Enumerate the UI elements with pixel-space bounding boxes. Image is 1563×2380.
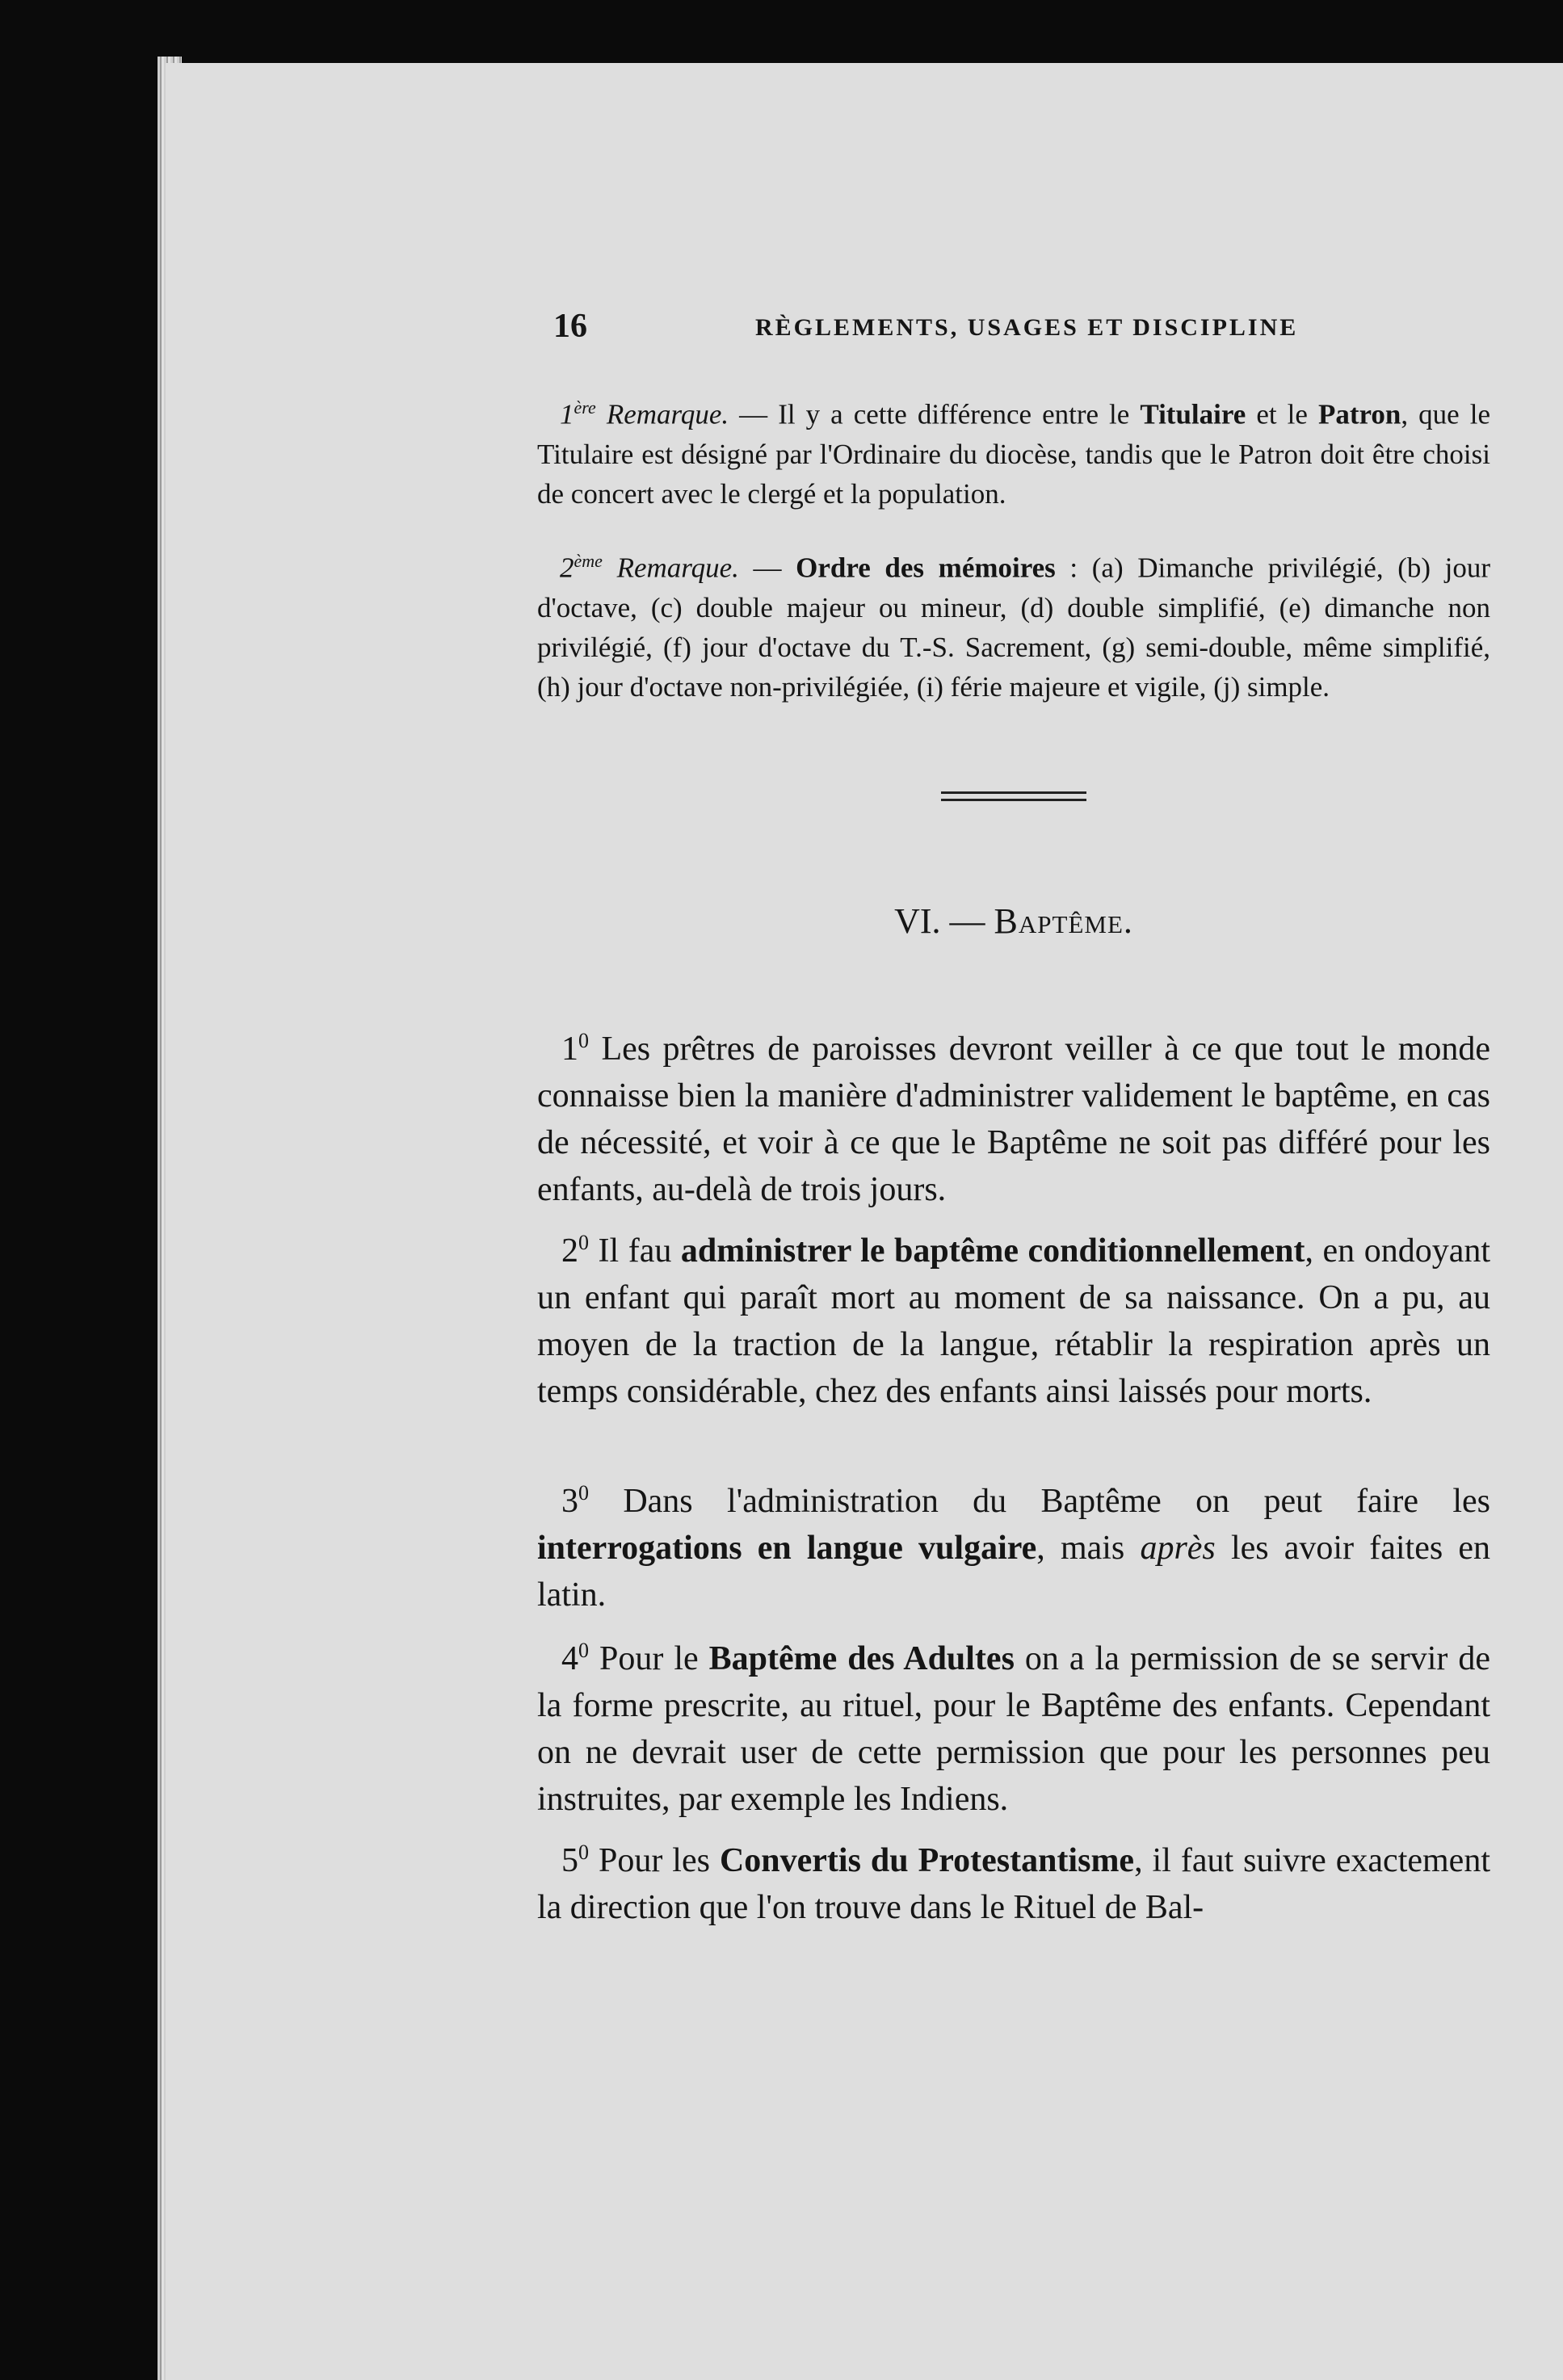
p3-text-c: les avoir faites en latin. [537, 1530, 1490, 1614]
paragraph-3 [537, 1470, 1490, 1618]
p3-text-a: Dans l'administration du Baptême on peut faire les [589, 1483, 1490, 1520]
section-title: Baptême. [994, 901, 1133, 941]
remark-1-num: 1 [560, 398, 574, 430]
remark-1-label: Remarque. [606, 398, 729, 430]
remark-1 [537, 388, 1490, 514]
paragraph-4 [537, 1627, 1490, 1823]
p3-sup: 0 [578, 1481, 589, 1505]
p3-num: 3 [561, 1483, 578, 1520]
running-title: RÈGLEMENTS, USAGES ET DISCIPLINE [755, 314, 1299, 341]
p4-sup: 0 [578, 1639, 589, 1662]
remark-2-sup: ème [574, 551, 603, 571]
p2-sup: 0 [578, 1231, 589, 1254]
p5-sup: 0 [578, 1841, 589, 1864]
section-separator [941, 791, 1086, 803]
paragraph-2 [537, 1219, 1490, 1415]
paragraph-5 [537, 1829, 1490, 1931]
remark-1-text-c: , que le Titulaire est désigné par l'Ordinaire du diocèse, tandis que le Patron doit être choisi de concert avec le clergé et la population. [537, 398, 1490, 510]
paragraph-1 [537, 1018, 1490, 1213]
remark-1-bold-patron: Patron [1317, 398, 1401, 430]
p4-bold: Baptême des Adultes [708, 1640, 1015, 1677]
remark-2 [537, 541, 1490, 707]
remark-2-text-b: : (a) Dimanche privilégié, (b) jour d'octave, (c) double majeur ou mineur, (d) double simplifié, (e) dimanche non privilégié, (f) jour d'octave du T.-S. Sacrement, (g) semi-double, même simplifié, (h) jour d'octave non-privilégiée, (i) férie majeure et vigile, (j) simple. [537, 552, 1491, 703]
remark-1-text-b: et le [1246, 398, 1318, 430]
p4-text-a: Pour le [589, 1640, 709, 1677]
page-number: 16 [553, 308, 587, 345]
section-heading [537, 900, 1490, 942]
p5-num: 5 [561, 1842, 578, 1879]
p2-text-a: Il fau [589, 1232, 681, 1270]
p5-text-a: Pour les [589, 1842, 720, 1879]
p2-text-b: , en ondoyant un enfant qui paraît mort au moment de sa naissance. On a pu, au moyen de la traction de la langue, rétablir la respiration après un temps considérable, chez des enfants ainsi laissés pour morts. [537, 1232, 1490, 1410]
p3-italic: après [1140, 1530, 1216, 1567]
p5-bold: Convertis du Protestantisme [719, 1842, 1135, 1879]
p2-num: 2 [561, 1232, 578, 1270]
section-number: VI. — [894, 901, 994, 941]
p1-num: 1 [561, 1030, 578, 1068]
p2-bold: administrer le baptême conditionnellement [680, 1232, 1305, 1270]
p3-text-b: , mais [1036, 1530, 1141, 1567]
remark-1-bold-titulaire: Titulaire [1140, 398, 1246, 430]
remark-2-num: 2 [560, 552, 574, 584]
remark-1-text-a: — Il y a cette différence entre le [729, 398, 1141, 430]
remark-2-bold: Ordre des mémoires [796, 552, 1056, 584]
remark-2-label: Remarque. [616, 552, 739, 584]
p4-text-b: on a la permission de se servir de la forme prescrite, au rituel, pour le Baptême des enfants. Cependant on ne devrait user de cette permission que pour les personnes peu instruites, par exemple les Indiens. [537, 1640, 1490, 1818]
p4-num: 4 [561, 1640, 578, 1677]
remark-2-text-a: — [738, 552, 796, 584]
p3-bold: interrogations en langue vulgaire [537, 1530, 1037, 1567]
p1-text: Les prêtres de paroisses devront veiller à ce que tout le monde connaisse bien la manière d'administrer validement le baptême, en cas de nécessité, et voir à ce que le Baptême ne soit pas différé pour les enfants, au-delà de trois jours. [537, 1030, 1490, 1208]
p1-sup: 0 [578, 1029, 589, 1052]
running-header [537, 303, 1490, 351]
p5-text-b: , il faut suivre exactement la direction que l'on trouve dans le Rituel de Bal- [537, 1842, 1490, 1926]
remark-1-sup: ère [574, 397, 596, 418]
